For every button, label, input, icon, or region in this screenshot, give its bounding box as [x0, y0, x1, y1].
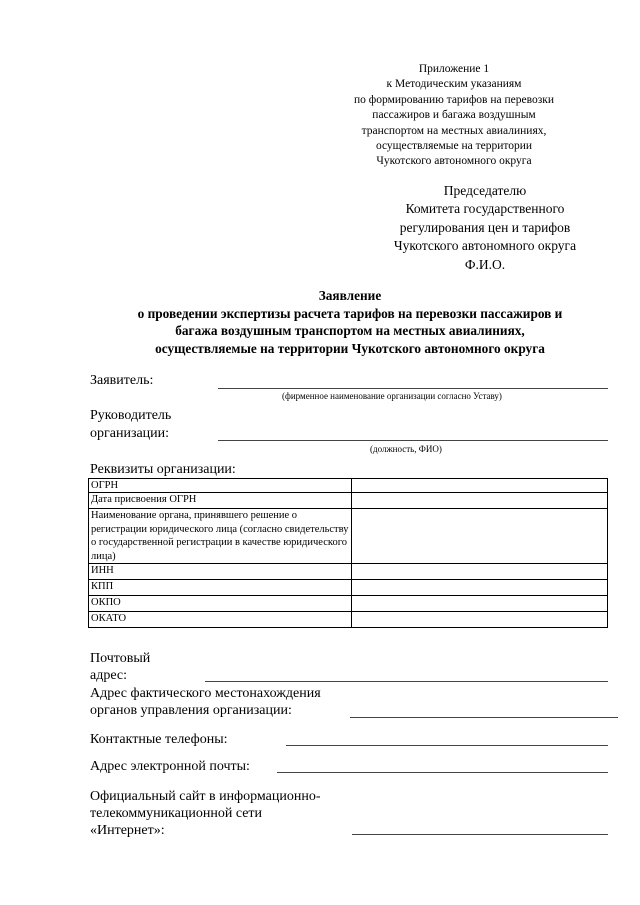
- document-title: [90, 287, 610, 357]
- table-row: [89, 612, 608, 628]
- table-row: [89, 509, 608, 564]
- requisite-value[interactable]: [352, 596, 608, 612]
- requisite-name: Наименование органа, принявшего решение о регистрации юридического лица (согласно свидетельству о государственной регистрации в качестве юридического лица): [89, 509, 352, 564]
- table-row: [89, 596, 608, 612]
- applicant-label: Заявитель:: [90, 373, 154, 388]
- requisite-name: Дата присвоения ОГРН: [89, 493, 352, 509]
- requisite-value[interactable]: [352, 612, 608, 628]
- table-row: [89, 564, 608, 580]
- head-field[interactable]: [218, 440, 608, 441]
- addressee-line: Комитета государственного: [405, 201, 565, 217]
- requisite-name: ИНН: [89, 564, 352, 580]
- addressee-line: регулирования цен и тарифов: [399, 219, 571, 235]
- appendix-line: к Методическим указаниям: [386, 78, 522, 91]
- requisites-label: Реквизиты организации:: [90, 462, 236, 477]
- requisite-name: КПП: [89, 580, 352, 596]
- requisite-name: ОКАТО: [89, 612, 352, 628]
- website-label-line2: телекоммуникационной сети: [90, 806, 263, 821]
- addressee-line: Ф.И.О.: [464, 256, 506, 272]
- appendix-line: осуществляемые на территории: [375, 140, 533, 153]
- appendix-header: [324, 62, 584, 170]
- applicant-field[interactable]: [218, 388, 608, 389]
- appendix-line: Приложение 1: [418, 63, 490, 75]
- title-line: багажа воздушным транспортом на местных авиалиниях,: [175, 323, 525, 339]
- actual-address-label-line1: Адрес фактического местонахождения: [90, 686, 321, 701]
- head-caption: (должность, ФИО): [370, 444, 442, 454]
- table-row: [89, 493, 608, 509]
- postal-label-line1: Почтовый: [90, 651, 151, 666]
- website-label-line1: Официальный сайт в информационно-: [90, 789, 321, 804]
- postal-label-line2: адрес:: [90, 668, 128, 683]
- requisite-name: ОГРН: [89, 479, 352, 493]
- title-line: Заявление: [318, 288, 382, 303]
- requisite-value[interactable]: [352, 509, 608, 564]
- email-field[interactable]: [277, 772, 608, 773]
- requisite-name: ОКПО: [89, 596, 352, 612]
- addressee-block: [370, 182, 600, 274]
- actual-address-label-line2: органов управления организации:: [90, 703, 292, 718]
- requisite-value[interactable]: [352, 493, 608, 509]
- actual-address-field[interactable]: [350, 717, 618, 718]
- appendix-line: по формированию тарифов на перевозки: [354, 93, 554, 106]
- email-label: Адрес электронной почты:: [90, 759, 250, 774]
- website-field[interactable]: [352, 834, 608, 835]
- addressee-line: Чукотского автономного округа: [393, 238, 577, 254]
- requisite-value[interactable]: [352, 479, 608, 493]
- addressee-line: Председателю: [443, 183, 527, 198]
- head-label-line1: Руководитель: [90, 408, 172, 423]
- applicant-caption: (фирменное наименование организации согласно Уставу): [282, 391, 502, 401]
- title-line: о проведении экспертизы расчета тарифов на перевозки пассажиров и: [137, 305, 563, 321]
- phones-label: Контактные телефоны:: [90, 732, 228, 747]
- phones-field[interactable]: [286, 745, 608, 746]
- title-line: осуществляемые на территории Чукотского автономного округа: [155, 340, 545, 356]
- appendix-line: пассажиров и багажа воздушным: [372, 109, 536, 122]
- requisites-table: [88, 478, 608, 628]
- requisite-value[interactable]: [352, 564, 608, 580]
- head-label-line2: организации:: [90, 426, 170, 441]
- appendix-line: транспортом на местных авиалиниях,: [361, 124, 547, 137]
- postal-address-field[interactable]: [205, 681, 608, 682]
- website-label-line3: «Интернет»:: [90, 823, 165, 838]
- requisite-value[interactable]: [352, 580, 608, 596]
- table-row: [89, 479, 608, 493]
- appendix-line: Чукотского автономного округа: [376, 155, 532, 168]
- table-row: [89, 580, 608, 596]
